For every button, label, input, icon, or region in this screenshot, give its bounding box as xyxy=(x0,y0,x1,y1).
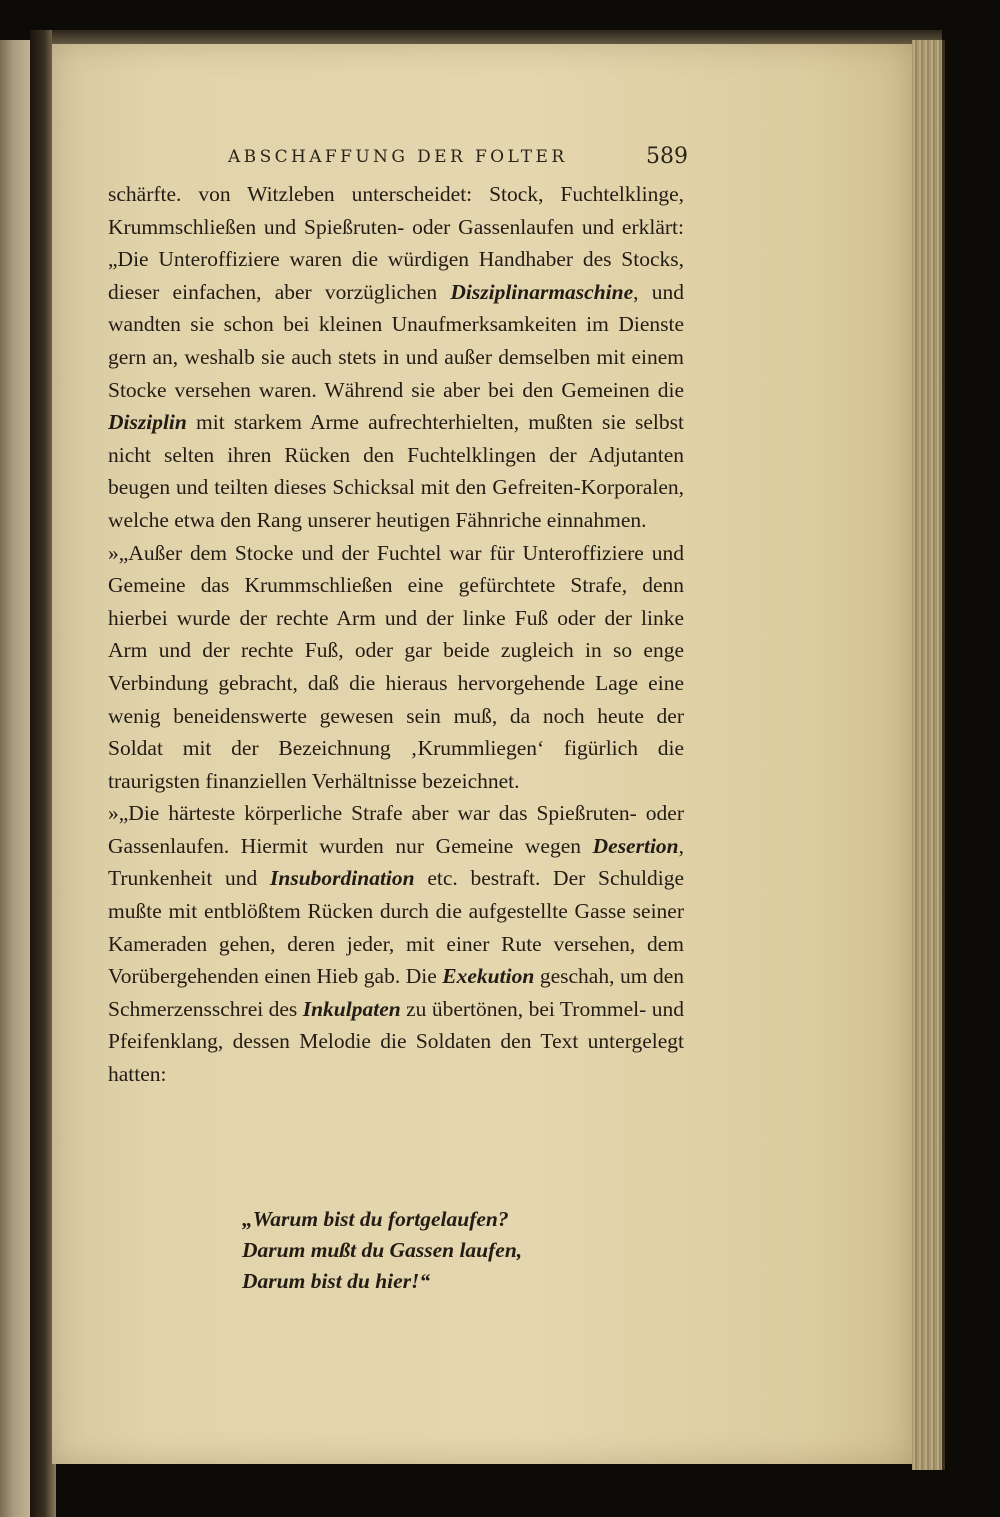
text-run: geschah, um den Schmerzensschrei des xyxy=(108,964,685,1021)
text-run: , Trunkenheit und xyxy=(108,833,684,891)
text-run: »„Die härteste körperliche Strafe aber war das Spießruten- oder Gassenlaufen. Hiermit wurden nur Gemeine wegen xyxy=(108,801,684,858)
emphasis-term: Inkulpaten xyxy=(302,996,401,1021)
text-run: zu übertönen, bei Trommel- und Pfeifenklang, dessen Melodie die Soldaten den Text untergelegt hatten: xyxy=(108,996,684,1087)
emphasis-term: Disziplinarmaschine xyxy=(450,279,634,304)
verse-line: „Warum bist du fortgelaufen? xyxy=(242,1207,509,1231)
text-run: etc. bestraft. Der Schuldige mußte mit entblößtem Rücken durch die aufgestellte Gasse seiner Kameraden gehen, deren jeder, mit einer Rute versehen, dem Vorübergehenden einen Hieb gab. Die xyxy=(108,866,684,989)
emphasis-term: Exekution xyxy=(442,964,535,989)
text-run: »„Außer dem Stocke und der Fuchtel war für Unteroffiziere und Gemeine das Krummschließen eine gefürchtete Strafe, denn hierbei wurde der rechte Arm und der linke Fuß oder der linke Arm und der rechte Fuß, oder gar beide zugleich in so enge Verbindung gebracht, daß die hieraus hervorgehende Lage eine wenig beneidenswerte gewesen sein muß, da noch heute der Soldat mit der Bezeichnung ‚Krummliegen‘ figürlich die traurigsten finanziellen Verhältnisse bezeichnet. xyxy=(108,540,684,793)
verse-line: Darum mußt du Gassen laufen, xyxy=(242,1238,523,1262)
verse-block xyxy=(242,1204,662,1297)
emphasis-term: Disziplin xyxy=(108,410,187,435)
text-run: , und wandten sie schon bei kleinen Unaufmerksamkeiten im Dienste gern an, weshalb sie auch stets in und außer demselben mit einem Stocke versehen waren. Während sie aber bei den Gemeinen die xyxy=(108,279,684,402)
text-run: mit starkem Arme aufrechterhielten, mußten sie selbst nicht selten ihren Rücken den Fuchtelklingen der Adjutanten beugen und teilten dieses Schicksal mit den Gefreiten-Korporalen, welche etwa den Rang unserer heutigen Fähnriche einnahmen. xyxy=(108,410,684,532)
paragraph-3 xyxy=(108,797,684,1090)
body-text xyxy=(108,178,684,1091)
facing-page-edge xyxy=(0,40,30,1517)
emphasis-term: Desertion xyxy=(592,833,679,858)
page-number: 589 xyxy=(646,144,688,169)
emphasis-term: Insubordination xyxy=(270,866,415,891)
verse-line: Darum bist du hier!“ xyxy=(242,1269,431,1293)
running-head: ABSCHAFFUNG DER FOLTER xyxy=(228,147,568,167)
paragraph-2 xyxy=(108,537,684,798)
text-run: schärfte. von Witzleben unterscheidet: Stock, Fuchtelklinge, Krummschließen und Spießruten- oder Gassenlaufen und erklärt: „Die Unteroffiziere waren die würdigen Handhaber des Stocks, dieser einfachen, aber vorzüglichen xyxy=(108,182,684,304)
page-header xyxy=(228,144,688,177)
page-stack-edge xyxy=(912,40,945,1470)
paragraph-1 xyxy=(108,178,684,537)
